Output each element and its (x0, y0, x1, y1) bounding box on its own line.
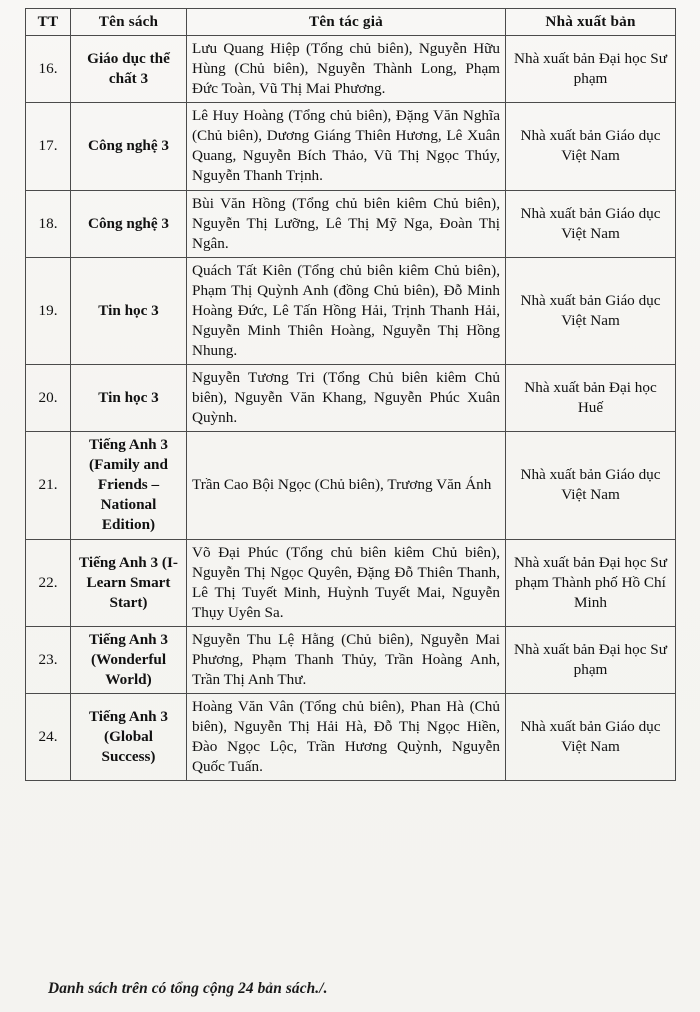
author-list: Võ Đại Phúc (Tổng chủ biên kiêm Chủ biên), Nguyễn Thị Ngọc Quyên, Đặng Đỗ Thiên Thanh, Lê Thị Tuyết Minh, Huỳnh Tuyết Mai, Nguyễn Thụy Uyên Sa. (187, 539, 506, 626)
column-header-tt: TT (26, 9, 71, 36)
author-list: Hoàng Văn Vân (Tổng chủ biên), Phan Hà (Chủ biên), Nguyễn Thị Hải Hà, Đỗ Thị Ngọc Hiền, Đào Ngọc Lộc, Trần Hương Quỳnh, Nguyễn Quốc Tuấn. (187, 693, 506, 780)
row-index: 20. (26, 365, 71, 432)
author-list: Quách Tất Kiên (Tổng chủ biên kiêm Chủ biên), Phạm Thị Quỳnh Anh (đồng Chủ biên), Đỗ Minh Hoàng Đức, Lê Tấn Hồng Hải, Trịnh Thanh Hải, Nguyễn Minh Thiên Hoàng, Nguyễn Thị Hồng Nhung. (187, 257, 506, 364)
booklist-table (25, 8, 676, 781)
book-title: Công nghệ 3 (71, 103, 187, 190)
publisher-name: Nhà xuất bản Đại học Sư phạm Thành phố Hồ Chí Minh (506, 539, 676, 626)
author-list: Nguyễn Thu Lệ Hằng (Chủ biên), Nguyễn Mai Phương, Phạm Thanh Thủy, Trần Hoàng Anh, Trần Thị Anh Thư. (187, 626, 506, 693)
book-title: Tiếng Anh 3 (Global Success) (71, 693, 187, 780)
publisher-name: Nhà xuất bản Giáo dục Việt Nam (506, 257, 676, 364)
book-title: Tin học 3 (71, 365, 187, 432)
author-list: Nguyễn Tương Tri (Tổng Chủ biên kiêm Chủ biên), Nguyễn Văn Khang, Nguyễn Phúc Xuân Quỳnh. (187, 365, 506, 432)
author-list: Bùi Văn Hồng (Tổng chủ biên kiêm Chủ biên), Nguyễn Thị Lưỡng, Lê Thị Mỹ Nga, Đoàn Thị Ngân. (187, 190, 506, 257)
row-index: 16. (26, 36, 71, 103)
book-title: Giáo dục thể chất 3 (71, 36, 187, 103)
table-body (26, 36, 676, 781)
book-title: Tiếng Anh 3 (I-Learn Smart Start) (71, 539, 187, 626)
publisher-name: Nhà xuất bản Giáo dục Việt Nam (506, 103, 676, 190)
row-index: 23. (26, 626, 71, 693)
table-header-row (26, 9, 676, 36)
table-row (26, 432, 676, 539)
author-list: Lê Huy Hoàng (Tổng chủ biên), Đặng Văn Nghĩa (Chủ biên), Dương Giáng Thiên Hương, Lê Xuân Quang, Nguyễn Bích Thảo, Vũ Thị Ngọc Thúy, Nguyễn Thanh Trịnh. (187, 103, 506, 190)
author-list: Trần Cao Bội Ngọc (Chủ biên), Trương Văn Ánh (187, 432, 506, 539)
book-title: Công nghệ 3 (71, 190, 187, 257)
row-index: 24. (26, 693, 71, 780)
publisher-name: Nhà xuất bản Giáo dục Việt Nam (506, 432, 676, 539)
publisher-name: Nhà xuất bản Đại học Huế (506, 365, 676, 432)
book-title: Tiếng Anh 3 (Family and Friends – National Edition) (71, 432, 187, 539)
publisher-name: Nhà xuất bản Đại học Sư phạm (506, 36, 676, 103)
book-title: Tiếng Anh 3 (Wonderful World) (71, 626, 187, 693)
row-index: 19. (26, 257, 71, 364)
row-index: 22. (26, 539, 71, 626)
publisher-name: Nhà xuất bản Giáo dục Việt Nam (506, 190, 676, 257)
table-row (26, 539, 676, 626)
table-row (26, 365, 676, 432)
row-index: 21. (26, 432, 71, 539)
author-list: Lưu Quang Hiệp (Tổng chủ biên), Nguyễn Hữu Hùng (Chủ biên), Nguyễn Thành Long, Phạm Đức Toàn, Vũ Thị Mai Phương. (187, 36, 506, 103)
table-row (26, 257, 676, 364)
publisher-name: Nhà xuất bản Đại học Sư phạm (506, 626, 676, 693)
booklist-table-container (25, 8, 675, 781)
table-row (26, 36, 676, 103)
table-row (26, 103, 676, 190)
column-header-publisher: Nhà xuất bản (506, 9, 676, 36)
row-index: 18. (26, 190, 71, 257)
row-index: 17. (26, 103, 71, 190)
column-header-book-title: Tên sách (71, 9, 187, 36)
table-row (26, 626, 676, 693)
table-row (26, 693, 676, 780)
table-header (26, 9, 676, 36)
summary-footnote: Danh sách trên có tổng cộng 24 bản sách./. (48, 980, 328, 997)
table-row (26, 190, 676, 257)
publisher-name: Nhà xuất bản Giáo dục Việt Nam (506, 693, 676, 780)
column-header-author: Tên tác giả (187, 9, 506, 36)
book-title: Tin học 3 (71, 257, 187, 364)
